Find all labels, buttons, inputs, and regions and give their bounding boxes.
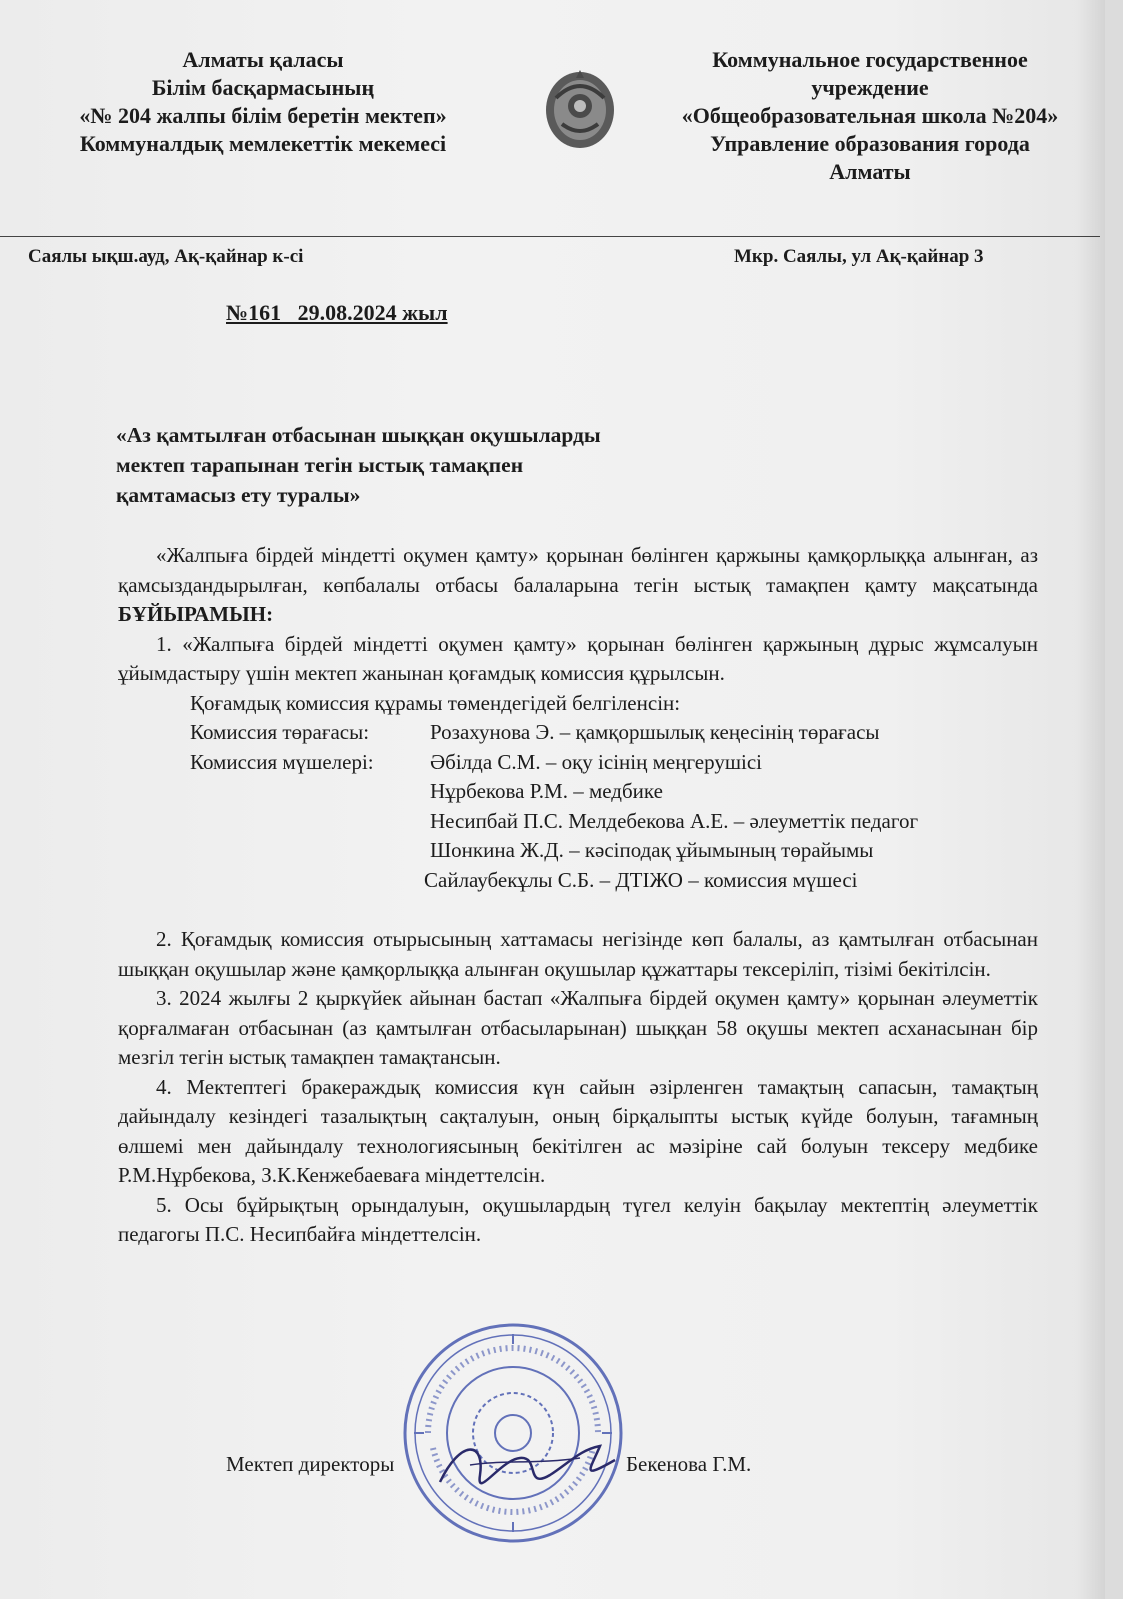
address-russian: Мкр. Саялы, ул Ақ-қайнар 3 xyxy=(734,246,984,267)
item-5: 5. Осы бұйрықтың орындалуын, оқушылардың түгел келуін бақылау мектептің әлеуметтік педагогы П.С. Несипбайға міндеттелсін. xyxy=(118,1192,1038,1246)
member-item: Сайлаубекұлы С.Б. – ДТІЖО – комиссия мүшесі xyxy=(424,867,858,892)
intro-text: «Жалпыға бірдей міндетті оқумен қамту» қорынан бөлінген қаржыны қамқорлыққа алынған, аз қамсыздандырылған, көпбалалы отбасы балаларына тегін ыстық тамақпен қамту мақсатында xyxy=(118,543,1038,597)
member-item: Нұрбекова Р.М. – медбике xyxy=(430,779,663,803)
title-line: қамтамасыз ету туралы» xyxy=(116,483,361,507)
kazakhstan-state-emblem-icon xyxy=(542,64,618,152)
order-keyword: БҰЙЫРАМЫН: xyxy=(118,602,274,626)
title-line: мектеп тарапынан тегін ыстық тамақпен xyxy=(116,453,524,477)
item-4: 4. Мектептегі бракераждық комиссия күн сайын әзірленген тамақтың сапасын, тамақтың дайындалу кезіндегі тазалықтың сақталуын, оның бірқалыпты ыстық күйде болуын, тағамның өлшемі мен дайындалу технологиясының бекітілген ас мәзіріне сай болуын тексеру медбике Р.М.Нұрбекова, З.К.Кенжебаеваға міндеттелсін. xyxy=(118,1074,1038,1187)
header-left-kazakh xyxy=(28,46,498,158)
header-right-russian xyxy=(640,46,1100,186)
member-item: Несипбай П.С. Мелдебекова А.Е. – әлеуметтік педагог xyxy=(430,808,919,833)
commission-members-row xyxy=(118,748,1038,778)
chair-value: Розахунова Э. – қамқоршылық кеңесінің төрағасы xyxy=(430,720,880,744)
item-3: 3. 2024 жылғы 2 қыркүйек айынан бастап «Жалпыға бірдей оқумен қамту» қорынан әлеуметтік қорғалмаған отбасынан (аз қамтылған отбасыларынан) шыққан 58 оқушы мектеп асханасынан бір мезгіл тегін ыстық тамақпен тамақтансын. xyxy=(118,986,1038,1069)
commission-chair-row xyxy=(118,718,1038,748)
header-right-line: Алматы xyxy=(829,159,911,184)
order-title xyxy=(116,420,816,510)
header-right-line: Управление образования города xyxy=(710,131,1030,156)
item-2: 2. Қоғамдық комиссия отырысының хаттамасы негізінде көп балалы, аз қамтылған отбасынан шыққан оқушылар және қамқорлыққа алынған оқушылар құжаттары тексеріліп, тізімі бекітілсін. xyxy=(118,927,1038,981)
chair-label: Комиссия төрағасы: xyxy=(190,720,370,744)
order-number-date: №161 29.08.2024 жыл xyxy=(226,300,448,325)
order-body xyxy=(118,541,1038,1250)
address-kazakh: Саялы ықш.ауд, Ақ-қайнар к-сі xyxy=(28,246,304,267)
header-left-line: Коммуналдық мемлекеттік мекемесі xyxy=(79,131,447,156)
member-item: Әбілда С.М. – оқу ісінің меңгерушісі xyxy=(430,749,762,774)
signature-icon xyxy=(430,1420,630,1510)
header-left-line: «№ 204 жалпы білім беретін мектеп» xyxy=(79,103,447,128)
header-divider xyxy=(0,236,1100,237)
title-line: «Аз қамтылған отбасынан шыққан оқушыларды xyxy=(116,423,601,447)
members-label: Комиссия мүшелері: xyxy=(190,749,374,774)
header-right-line: учреждение xyxy=(811,75,929,100)
header-left-line: Білім басқармасының xyxy=(151,75,375,100)
director-label: Мектеп директоры xyxy=(226,1452,395,1476)
director-name: Бекенова Г.М. xyxy=(626,1452,752,1476)
header-right-line: Коммунальное государственное xyxy=(712,47,1028,72)
member-item: Шонкина Ж.Д. – кәсіподақ ұйымының төрайымы xyxy=(430,838,874,862)
commission-intro: Қоғамдық комиссия құрамы төмендегідей белгіленсін: xyxy=(190,690,681,715)
intro-paragraph xyxy=(118,541,1038,630)
item-1: 1. «Жалпыға бірдей міндетті оқумен қамту» қорынан бөлінген қаржының дұрыс жұмсалуын ұйымдастыру үшін мектеп жанынан қоғамдық комиссия құрылсын. xyxy=(118,631,1038,685)
header-left-line: Алматы қаласы xyxy=(182,47,344,72)
header-right-line: «Общеобразовательная школа №204» xyxy=(681,103,1059,128)
